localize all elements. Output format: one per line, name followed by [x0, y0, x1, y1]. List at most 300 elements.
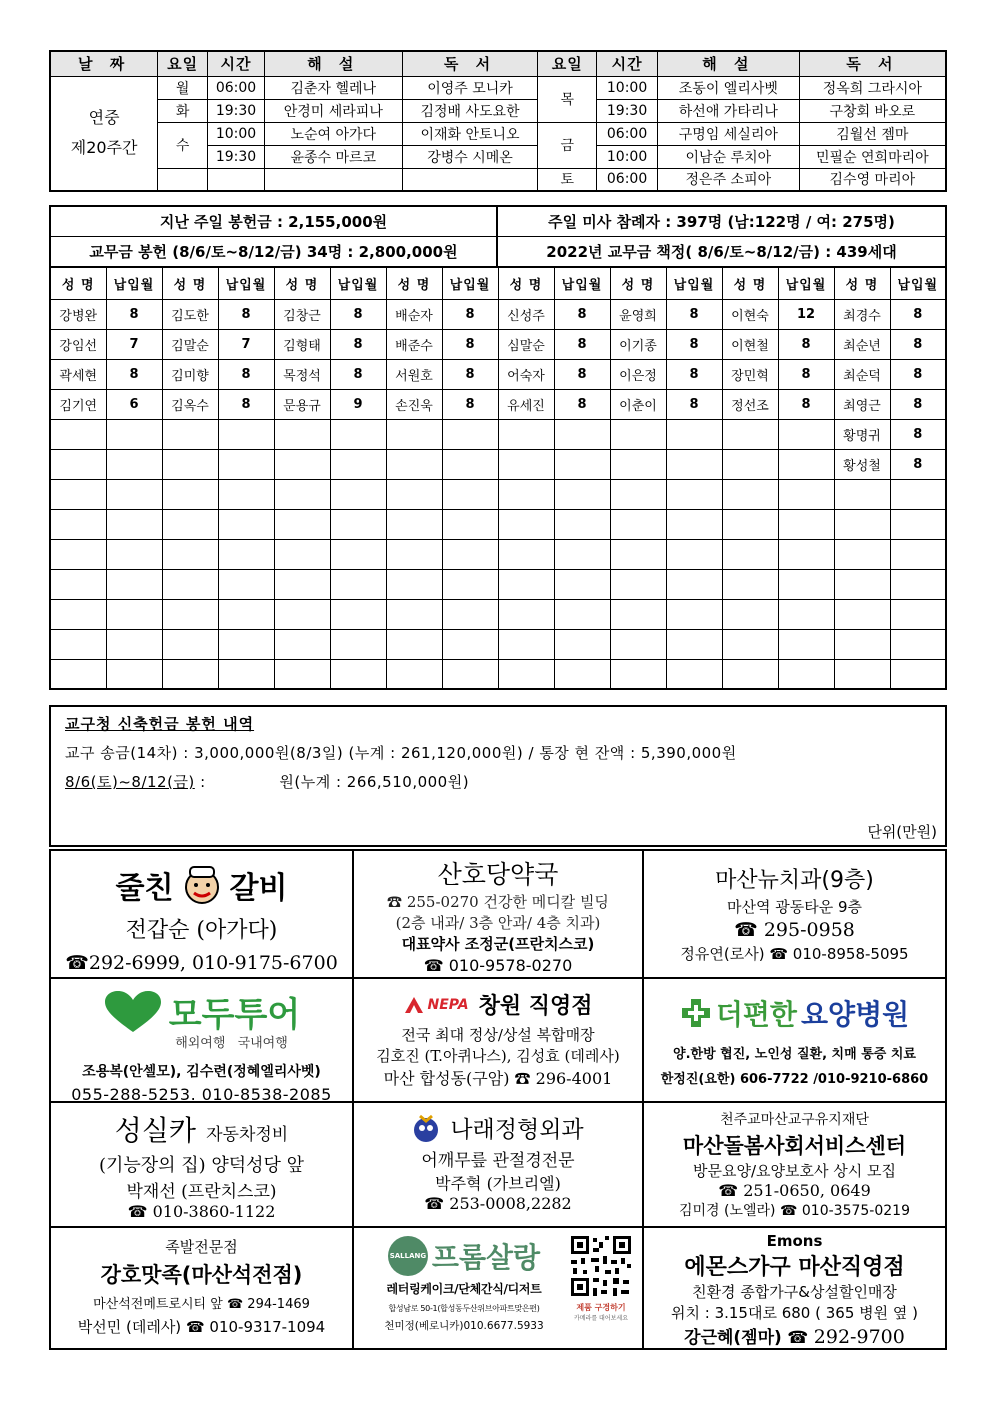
- last-week-offering: 지난 주일 봉헌금 : 2,155,000원: [51, 207, 498, 236]
- phone-icon: ☎: [387, 893, 407, 911]
- empty-cell: [274, 599, 330, 629]
- diocese-line-2: [65, 771, 935, 792]
- empty-cell: [330, 659, 386, 689]
- empty-cell: [50, 629, 106, 659]
- empty-cell: [722, 629, 778, 659]
- paid-month: 8: [554, 389, 610, 419]
- dues-row: [50, 389, 946, 419]
- narae-phone-line: [354, 1194, 642, 1213]
- modetour-contacts: 조용복(안셀모), 김수련(정혜엘리사벳): [82, 1064, 321, 1080]
- phone-icon: ☎: [514, 1069, 531, 1088]
- member-name: 황성철: [834, 449, 890, 479]
- empty-cell: [666, 629, 722, 659]
- header-month: 납입월: [106, 267, 162, 299]
- member-name: 윤영희: [610, 299, 666, 329]
- member-name: 이은정: [610, 359, 666, 389]
- dues-row-empty: [50, 569, 946, 599]
- phone-icon: ☎: [787, 1328, 809, 1348]
- pharmacy-mobile: 010-9578-0270: [448, 956, 573, 975]
- ad-deopyeonhan-hospital: [644, 979, 945, 1103]
- paid-month: 8: [218, 299, 274, 329]
- galbi-owner: 전갑순 (아가다): [125, 918, 278, 943]
- empty-cell: [722, 479, 778, 509]
- member-name: [722, 419, 778, 449]
- empty-cell: [890, 539, 946, 569]
- paid-month: 8: [442, 359, 498, 389]
- empty-cell: [554, 509, 610, 539]
- paid-month: 8: [890, 329, 946, 359]
- header-name: 성 명: [274, 267, 330, 299]
- empty-cell: [610, 539, 666, 569]
- reader-schedule-table: [49, 50, 947, 192]
- paid-month: [330, 419, 386, 449]
- empty-cell: [162, 509, 218, 539]
- seongsilcar-title: 성실카: [114, 1114, 196, 1147]
- care-mobile: 010-3575-0219: [801, 1203, 910, 1219]
- empty-cell: [330, 509, 386, 539]
- empty-cell: [890, 509, 946, 539]
- commentary-cell: 김춘자 헬레나: [264, 76, 402, 99]
- member-name: 김미향: [162, 359, 218, 389]
- empty-cell: [498, 659, 554, 689]
- narae-doctor: 박주혁 (가브리엘): [435, 1174, 561, 1193]
- empty-cell: [386, 659, 442, 689]
- header-month: 납입월: [442, 267, 498, 299]
- paid-month: 8: [330, 299, 386, 329]
- member-name: 김창근: [274, 299, 330, 329]
- paid-month: [666, 419, 722, 449]
- empty-cell: [554, 479, 610, 509]
- reader-cell: 김수영 마리아: [799, 168, 946, 191]
- member-name: 심말순: [498, 329, 554, 359]
- member-name: 유세진: [498, 389, 554, 419]
- empty-cell: [554, 539, 610, 569]
- empty-cell: [498, 509, 554, 539]
- empty-cell: [498, 569, 554, 599]
- time-cell: 19:30: [208, 99, 265, 122]
- empty-cell: [834, 539, 890, 569]
- member-name: [498, 419, 554, 449]
- pharmacy-line-4: [354, 956, 642, 975]
- empty-cell: [162, 569, 218, 599]
- commentary-cell: 하선애 가타리나: [658, 99, 800, 122]
- narae-title: 나래정형외과: [450, 1117, 584, 1143]
- reader-cell: 이영주 모니카: [402, 76, 538, 99]
- paid-month: [218, 419, 274, 449]
- paid-month: 8: [106, 299, 162, 329]
- medical-cross-icon: [680, 997, 712, 1029]
- empty-cell: [162, 479, 218, 509]
- nepa-location: 마산 합성동(구암): [383, 1069, 510, 1088]
- reader-cell: 민필순 연희마리아: [799, 145, 946, 168]
- emons-tagline: 친환경 종합가구&상설할인매장: [692, 1283, 897, 1301]
- jokbal-mobile: 010-9317-1094: [209, 1318, 326, 1336]
- empty-cell: [666, 599, 722, 629]
- member-name: 이현철: [722, 329, 778, 359]
- ad-galbi: [51, 851, 354, 979]
- empty-cell: [610, 599, 666, 629]
- paid-month: 8: [666, 359, 722, 389]
- header-month: 납입월: [666, 267, 722, 299]
- member-name: 김기연: [50, 389, 106, 419]
- time-cell: 10:00: [208, 122, 265, 145]
- paid-month: 8: [554, 299, 610, 329]
- phone-icon: ☎: [185, 1318, 205, 1336]
- phone-icon: ☎: [226, 1297, 244, 1312]
- qr-caption-1: 제품 구경하기: [576, 1303, 626, 1312]
- paid-month: [106, 419, 162, 449]
- nepa-logo: [403, 995, 468, 1015]
- paid-month: [106, 449, 162, 479]
- seongsilcar-phone: 010-3860-1122: [152, 1202, 276, 1221]
- galbi-phone: 292-6999, 010-9175-6700: [88, 952, 338, 974]
- header-time: 시간: [208, 51, 265, 76]
- offering-summary: [49, 205, 947, 267]
- member-name: [162, 419, 218, 449]
- time-cell: 06:00: [597, 168, 658, 191]
- member-name: 최순년: [834, 329, 890, 359]
- paid-month: [442, 449, 498, 479]
- empty-cell: [386, 479, 442, 509]
- header-reader-2: 독 서: [799, 51, 946, 76]
- sallang-items: 레터링케이크/단체간식/디저트: [386, 1282, 542, 1296]
- header-name: 성 명: [50, 267, 106, 299]
- empty-cell: [162, 599, 218, 629]
- empty-cell: [50, 479, 106, 509]
- seongsilcar-location: (기능장의 집) 양덕성당 앞: [98, 1155, 305, 1176]
- dental-mobile: 010-8958-5095: [792, 945, 909, 963]
- hospital-title-1: 더편한: [715, 998, 797, 1031]
- empty-cell: [442, 659, 498, 689]
- empty-cell: [386, 599, 442, 629]
- empty-cell: [442, 509, 498, 539]
- jokbal-location-line: [51, 1293, 352, 1312]
- empty-cell: [610, 659, 666, 689]
- paid-month: 8: [890, 359, 946, 389]
- empty-cell: [218, 479, 274, 509]
- empty-cell: [274, 479, 330, 509]
- header-commentary: 해 설: [264, 51, 402, 76]
- empty-cell: [386, 509, 442, 539]
- commentary-cell: 안경미 세라피나: [264, 99, 402, 122]
- empty-cell: [778, 539, 834, 569]
- member-name: 정선조: [722, 389, 778, 419]
- empty-cell: [106, 629, 162, 659]
- time-cell: 06:00: [208, 76, 265, 99]
- galbi-phone-line: [51, 952, 352, 974]
- ads-grid: [49, 849, 947, 1350]
- paid-month: 8: [666, 389, 722, 419]
- member-name: 김말순: [162, 329, 218, 359]
- empty-cell: [722, 569, 778, 599]
- empty-cell: [722, 539, 778, 569]
- empty-cell: [498, 599, 554, 629]
- member-name: [386, 419, 442, 449]
- empty-cell: [834, 659, 890, 689]
- empty-cell: [442, 569, 498, 599]
- member-name: 배준수: [386, 329, 442, 359]
- member-name: 배순자: [386, 299, 442, 329]
- phone-icon: ☎: [734, 919, 764, 941]
- member-name: 이현숙: [722, 299, 778, 329]
- emons-contact-line: [644, 1323, 945, 1348]
- care-phone-line: [644, 1181, 945, 1200]
- member-name: 문용규: [274, 389, 330, 419]
- dues-row-empty: [50, 599, 946, 629]
- empty-cell: [610, 629, 666, 659]
- empty-cell: [162, 539, 218, 569]
- empty-cell: [50, 509, 106, 539]
- empty-cell: [106, 599, 162, 629]
- empty-cell: [274, 629, 330, 659]
- empty-cell: [722, 599, 778, 629]
- empty-cell: [666, 659, 722, 689]
- diocese-title: 교구청 신축헌금 봉헌 내역: [65, 715, 255, 733]
- ad-modetour: [51, 979, 354, 1103]
- member-name: 김형태: [274, 329, 330, 359]
- paid-month: 9: [330, 389, 386, 419]
- phone-icon: ☎: [769, 945, 789, 963]
- dues-row: [50, 419, 946, 449]
- jokbal-phone: 294-1469: [247, 1297, 310, 1312]
- dues-row-empty: [50, 659, 946, 689]
- dues-row-empty: [50, 509, 946, 539]
- empty-cell: [554, 569, 610, 599]
- dental-phone-line: [644, 919, 945, 941]
- empty-cell: [834, 509, 890, 539]
- hospital-contact: 한정진(요한) 606-7722 /010-9210-6860: [660, 1072, 929, 1087]
- dues-row: [50, 359, 946, 389]
- paid-month: 12: [778, 299, 834, 329]
- pharmacy-title: 산호당약국: [437, 860, 559, 889]
- header-name: 성 명: [162, 267, 218, 299]
- modetour-phones: 055-288-5253. 010-8538-2085: [71, 1085, 332, 1103]
- paid-month: 8: [330, 329, 386, 359]
- paid-month: 6: [106, 389, 162, 419]
- sallang-contact: 천미정(베로니카)010.6677.5933: [384, 1320, 544, 1332]
- week-label: [50, 76, 158, 191]
- empty-cell: [442, 539, 498, 569]
- modetour-logo: 모두투어: [168, 995, 301, 1035]
- emons-phone: 292-9700: [813, 1326, 905, 1348]
- reader-cell: 이재화 안토니오: [402, 122, 538, 145]
- member-name: 곽세현: [50, 359, 106, 389]
- day-cell: 토: [538, 168, 597, 191]
- member-name: 어숙자: [498, 359, 554, 389]
- dues-row: [50, 329, 946, 359]
- diocese-building-fund: [49, 705, 947, 847]
- commentary-cell: [264, 168, 402, 191]
- empty-cell: [330, 599, 386, 629]
- empty-cell: [218, 599, 274, 629]
- ad-narae-orthopedics: [354, 1103, 644, 1228]
- empty-cell: [610, 479, 666, 509]
- narae-phone: 253-0008,2282: [449, 1194, 572, 1213]
- paid-month: [218, 449, 274, 479]
- modetour-overseas: 해외여행: [175, 1036, 226, 1051]
- schedule-row: [50, 122, 946, 145]
- empty-cell: [722, 659, 778, 689]
- sallang-title: 프롬살랑: [431, 1241, 541, 1274]
- schedule-row: [50, 168, 946, 191]
- member-name: 손진욱: [386, 389, 442, 419]
- time-cell: 10:00: [597, 76, 658, 99]
- empty-cell: [330, 539, 386, 569]
- empty-cell: [778, 569, 834, 599]
- pharmacy-line-2: (2층 내과/ 3층 안과/ 4층 치과): [395, 914, 601, 932]
- time-cell: 19:30: [208, 145, 265, 168]
- empty-cell: [498, 539, 554, 569]
- day-cell: 수: [158, 122, 208, 168]
- empty-cell: [666, 539, 722, 569]
- dental-title: 마산뉴치과(9층): [715, 868, 874, 893]
- care-title: 마산돌봄사회서비스센터: [682, 1134, 907, 1158]
- galbi-logo-text-2: 갈비: [229, 871, 288, 906]
- paid-month: 8: [890, 419, 946, 449]
- empty-cell: [834, 629, 890, 659]
- diocese-cumulative: : 원(누계 : 266,510,000원): [194, 773, 470, 791]
- schedule-header-row: [50, 51, 946, 76]
- paid-month: 8: [442, 389, 498, 419]
- day-cell: [158, 168, 208, 191]
- empty-cell: [890, 479, 946, 509]
- member-name: 이춘이: [610, 389, 666, 419]
- member-name: [50, 419, 106, 449]
- member-name: 김옥수: [162, 389, 218, 419]
- diocese-line-1: 교구 송금(14차) : 3,000,000원(8/3일) (누계 : 261,120,000원) / 통장 현 잔액 : 5,390,000원: [65, 744, 737, 762]
- paid-month: 8: [442, 329, 498, 359]
- qr-code-icon: [569, 1234, 633, 1298]
- jokbal-location: 마산석전메트로시티 앞: [93, 1297, 223, 1312]
- seongsilcar-phone-line: [51, 1202, 352, 1221]
- empty-cell: [330, 629, 386, 659]
- paid-month: [778, 449, 834, 479]
- dues-header-row: [50, 267, 946, 299]
- commentary-cell: 노순여 아가다: [264, 122, 402, 145]
- empty-cell: [778, 509, 834, 539]
- pharmacy-line-1: [354, 891, 642, 912]
- member-name: 신성주: [498, 299, 554, 329]
- empty-cell: [218, 539, 274, 569]
- paid-month: 8: [554, 359, 610, 389]
- paid-month: 8: [666, 329, 722, 359]
- paid-month: 8: [218, 389, 274, 419]
- schedule-row: [50, 99, 946, 122]
- member-name: [610, 449, 666, 479]
- member-name: 강임선: [50, 329, 106, 359]
- commentary-cell: 구명임 세실리아: [658, 122, 800, 145]
- paid-month: [442, 419, 498, 449]
- header-name: 성 명: [498, 267, 554, 299]
- nepa-mark-icon: [403, 995, 425, 1015]
- dental-contact-line: [644, 943, 945, 964]
- empty-cell: [106, 479, 162, 509]
- schedule-row: [50, 76, 946, 99]
- phone-icon: ☎: [424, 1194, 450, 1213]
- emons-location: 위치 : 3.15대로 680 ( 365 병원 옆 ): [671, 1304, 918, 1322]
- day-cell: 목: [538, 76, 597, 122]
- member-name: 이기종: [610, 329, 666, 359]
- chef-mascot-icon: [180, 863, 224, 907]
- paid-month: 8: [554, 329, 610, 359]
- day-cell: 금: [538, 122, 597, 168]
- empty-cell: [834, 569, 890, 599]
- paid-month: 8: [890, 299, 946, 329]
- empty-cell: [554, 659, 610, 689]
- week-line-2: 제20주간: [70, 138, 138, 158]
- time-cell: 19:30: [597, 99, 658, 122]
- hospital-title-2: 요양병원: [800, 998, 910, 1031]
- emons-contact: 강근혜(젬마): [684, 1328, 782, 1348]
- paid-month: 8: [778, 359, 834, 389]
- empty-cell: [890, 569, 946, 599]
- member-name: [610, 419, 666, 449]
- sallang-address: 합성남로 50-1(합성동두산위브아파트맞은편): [388, 1304, 540, 1313]
- empty-cell: [274, 509, 330, 539]
- empty-cell: [666, 509, 722, 539]
- emons-title: 에몬스가구 마산직영점: [684, 1255, 905, 1280]
- dental-phone: 295-0958: [763, 919, 855, 941]
- paid-month: 7: [218, 329, 274, 359]
- header-name: 성 명: [722, 267, 778, 299]
- reader-cell: 김정배 사도요한: [402, 99, 538, 122]
- empty-cell: [890, 629, 946, 659]
- empty-cell: [106, 509, 162, 539]
- paid-month: 7: [106, 329, 162, 359]
- empty-cell: [330, 569, 386, 599]
- commentary-cell: 윤종수 마르코: [264, 145, 402, 168]
- member-name: 최경수: [834, 299, 890, 329]
- paid-month: 8: [666, 299, 722, 329]
- dues-row: [50, 299, 946, 329]
- empty-cell: [218, 659, 274, 689]
- header-month: 납입월: [554, 267, 610, 299]
- galbi-logo-text-1: 줄친: [115, 871, 174, 906]
- empty-cell: [218, 629, 274, 659]
- member-name: 강병완: [50, 299, 106, 329]
- hospital-services: 양.한방 협진, 노인성 질환, 치매 통증 치료: [673, 1047, 916, 1062]
- care-recruit: 방문요양/요양보호사 상시 모집: [693, 1162, 896, 1180]
- empty-cell: [778, 479, 834, 509]
- member-name: [274, 419, 330, 449]
- ad-masan-care-center: [644, 1103, 945, 1228]
- commentary-cell: 이남순 루치아: [658, 145, 800, 168]
- header-commentary-2: 해 설: [658, 51, 800, 76]
- phone-icon: ☎: [127, 1202, 153, 1221]
- empty-cell: [890, 659, 946, 689]
- member-name: [162, 449, 218, 479]
- paid-month: [666, 449, 722, 479]
- phone-icon: ☎: [718, 1181, 744, 1200]
- empty-cell: [554, 629, 610, 659]
- member-name: 최순덕: [834, 359, 890, 389]
- empty-cell: [50, 569, 106, 599]
- ad-frome-sallang: [354, 1228, 644, 1348]
- empty-cell: [106, 659, 162, 689]
- paid-month: 8: [106, 359, 162, 389]
- dues-table: [49, 266, 947, 690]
- empty-cell: [106, 569, 162, 599]
- nepa-line-2: 김호진 (T.아퀴나스), 김성효 (데레사): [376, 1047, 620, 1065]
- commentary-cell: 정은주 소피아: [658, 168, 800, 191]
- paid-month: [778, 419, 834, 449]
- jokbal-contact-line: [51, 1316, 352, 1337]
- modetour-domestic: 국내여행: [237, 1036, 288, 1051]
- member-name: 서원호: [386, 359, 442, 389]
- reader-cell: 구창회 바오로: [799, 99, 946, 122]
- empty-cell: [834, 479, 890, 509]
- header-month: 납입월: [778, 267, 834, 299]
